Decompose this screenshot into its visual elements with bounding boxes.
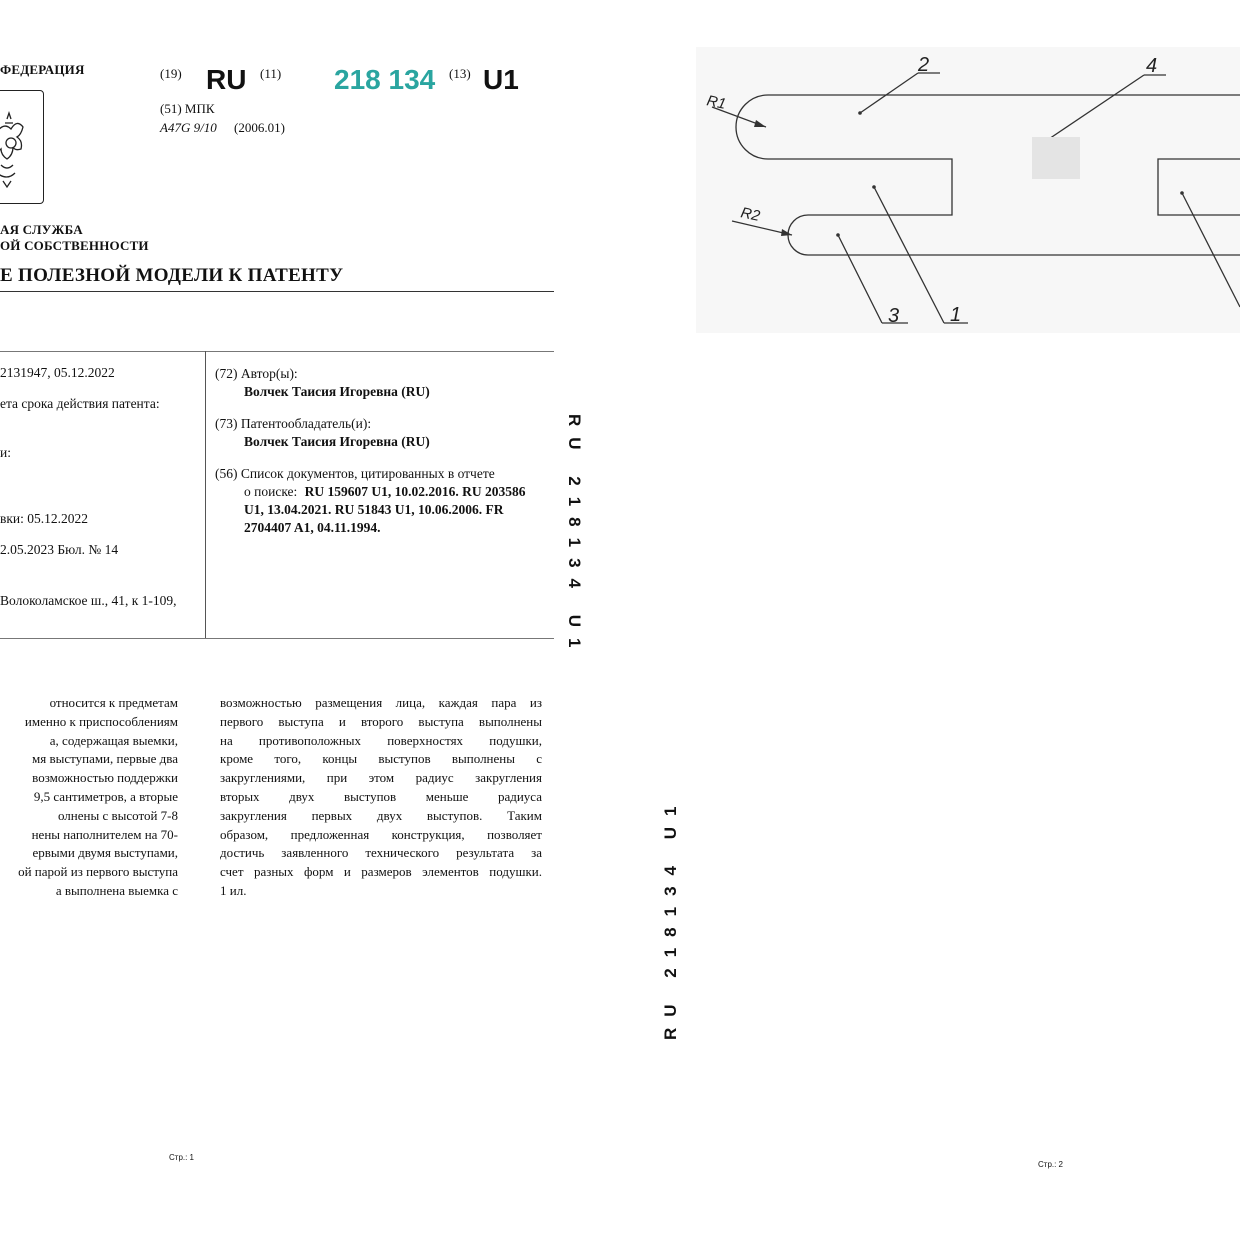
eagle-icon (0, 95, 27, 195)
filing-date-field: вки: 05.12.2022 (0, 511, 89, 526)
coat-of-arms-emblem (0, 90, 44, 204)
kind-code: U1 (483, 64, 519, 95)
application-field: 2131947, 05.12.2022 (0, 365, 115, 380)
abstract-left-line: ой парой из первого выступа (18, 864, 178, 880)
abstract-left-line: именно к приспособлениям (24, 713, 178, 729)
publication-field: 2.05.2023 Бюл. № 14 (0, 542, 119, 557)
label-r2: R2 (739, 204, 762, 225)
leader-line (1182, 193, 1240, 307)
fields-divider (205, 351, 206, 639)
abstract-left-line: мя выступами, первые два (32, 751, 178, 767)
abstract-tail: 1 ил. (220, 882, 247, 898)
abstract-right-line: счет разных форм и размеров элементов подушки. (220, 864, 542, 880)
title-rule (0, 291, 554, 292)
abstract-left-line: а выполнена выемка с (55, 882, 178, 898)
abstract-left-line: возможностью поддержки (32, 770, 178, 786)
citations-refs-1: RU 159607 U1, 10.02.2016. RU 203586 (304, 484, 526, 499)
arrow-head-r2 (781, 229, 792, 236)
citations-line-2 (244, 484, 526, 500)
abstract-right-line: кроме того, концы выступов выполнены с (220, 751, 542, 767)
vertical-patent-code-page1: RU 218134 U1 (565, 414, 584, 659)
abstract-right-line: закруглениями, при этом радиус закругления (220, 770, 542, 786)
abstract-left-line: относится к предметам (49, 695, 178, 710)
citations-line-4: 2704407 A1, 04.11.1994. (244, 520, 381, 535)
arrow-head-r1 (754, 120, 766, 127)
leader-line (860, 73, 918, 113)
address-field: Волоколамское ш., 41, к 1-109, (0, 593, 177, 608)
abstract-left-line: олнены с высотой 7-8 (57, 807, 178, 823)
country-code-ru: RU (206, 64, 247, 95)
abstract-left-line: нены наполнителем на 70- (31, 826, 178, 842)
abstract-left-line: 9,5 сантиметров, а вторые (33, 788, 178, 804)
document-title: Е ПОЛЕЗНОЙ МОДЕЛИ К ПАТЕНТУ (0, 265, 344, 286)
abstract-left-column (0, 694, 178, 901)
agency-line-1: АЯ СЛУЖБА (0, 222, 83, 237)
pillow-outline-left (736, 95, 1240, 255)
holder-label: (73) Патентообладатель(и): (215, 416, 372, 431)
pillow-drawing (696, 47, 1240, 333)
priority-field: и: (0, 445, 11, 460)
drawing-artifact (1032, 137, 1080, 179)
holder-name: Волчек Таисия Игоревна (RU) (244, 434, 430, 449)
abstract-right-line: возможностью размещения лица, каждая пара из (220, 695, 542, 710)
fields-top-rule (0, 351, 554, 352)
label-1: 1 (950, 304, 962, 326)
abstract-right-column (220, 694, 542, 901)
abstract-left-line: ервыми двумя выступами, (32, 845, 178, 861)
vertical-patent-code-page2: RU 218134 U1 (661, 795, 680, 1040)
code-19: (19) (160, 66, 182, 81)
label-r1: R1 (705, 92, 728, 113)
leader-line (838, 235, 882, 323)
citations-line-3: U1, 13.04.2021. RU 51843 U1, 10.06.2006. FR (244, 502, 504, 517)
ipc-class: A47G 9/10 (160, 120, 217, 135)
author-name: Волчек Таисия Игоревна (RU) (244, 384, 430, 399)
abstract-right-line: достичь заявленного технического результата за (220, 845, 542, 861)
ipc-edition: (2006.01) (234, 120, 285, 135)
country-header: ФЕДЕРАЦИЯ (0, 62, 85, 77)
abstract-right-line: первого выступа и второго выступа выполнены (220, 713, 542, 729)
label-4: 4 (1146, 55, 1158, 77)
code-13: (13) (449, 66, 471, 81)
abstract-right-line: образом, предложенная конструкция, позволяет (220, 826, 542, 842)
code-11: (11) (260, 66, 282, 81)
author-label: (72) Автор(ы): (215, 366, 298, 381)
label-3: 3 (888, 305, 900, 327)
citations-line-1: (56) Список документов, цитированных в отчете (215, 466, 495, 481)
page-number-2: Стр.: 2 (1038, 1160, 1064, 1169)
abstract-right-line: вторых двух выступов меньше радиуса (220, 788, 542, 804)
pillow-outline-right (1158, 159, 1240, 215)
fields-bottom-rule (0, 638, 554, 639)
term-field: ета срока действия патента: (0, 396, 160, 411)
abstract-right-line: на противоположных поверхностях подушки, (220, 732, 542, 748)
label-2: 2 (918, 54, 930, 76)
abstract-right-line: закругления первых двух выступов. Таким (220, 807, 542, 823)
ipc-label: (51) МПК (160, 101, 215, 116)
page-number-1: Стр.: 1 (169, 1153, 195, 1162)
agency-line-2: ОЙ СОБСТВЕННОСТИ (0, 238, 149, 253)
abstract-left-line: а, содержащая выемки, (49, 732, 178, 748)
technical-drawing (696, 47, 1240, 333)
patent-number: 218 134 (334, 64, 436, 95)
citations-prefix: о поиске: (244, 484, 298, 499)
